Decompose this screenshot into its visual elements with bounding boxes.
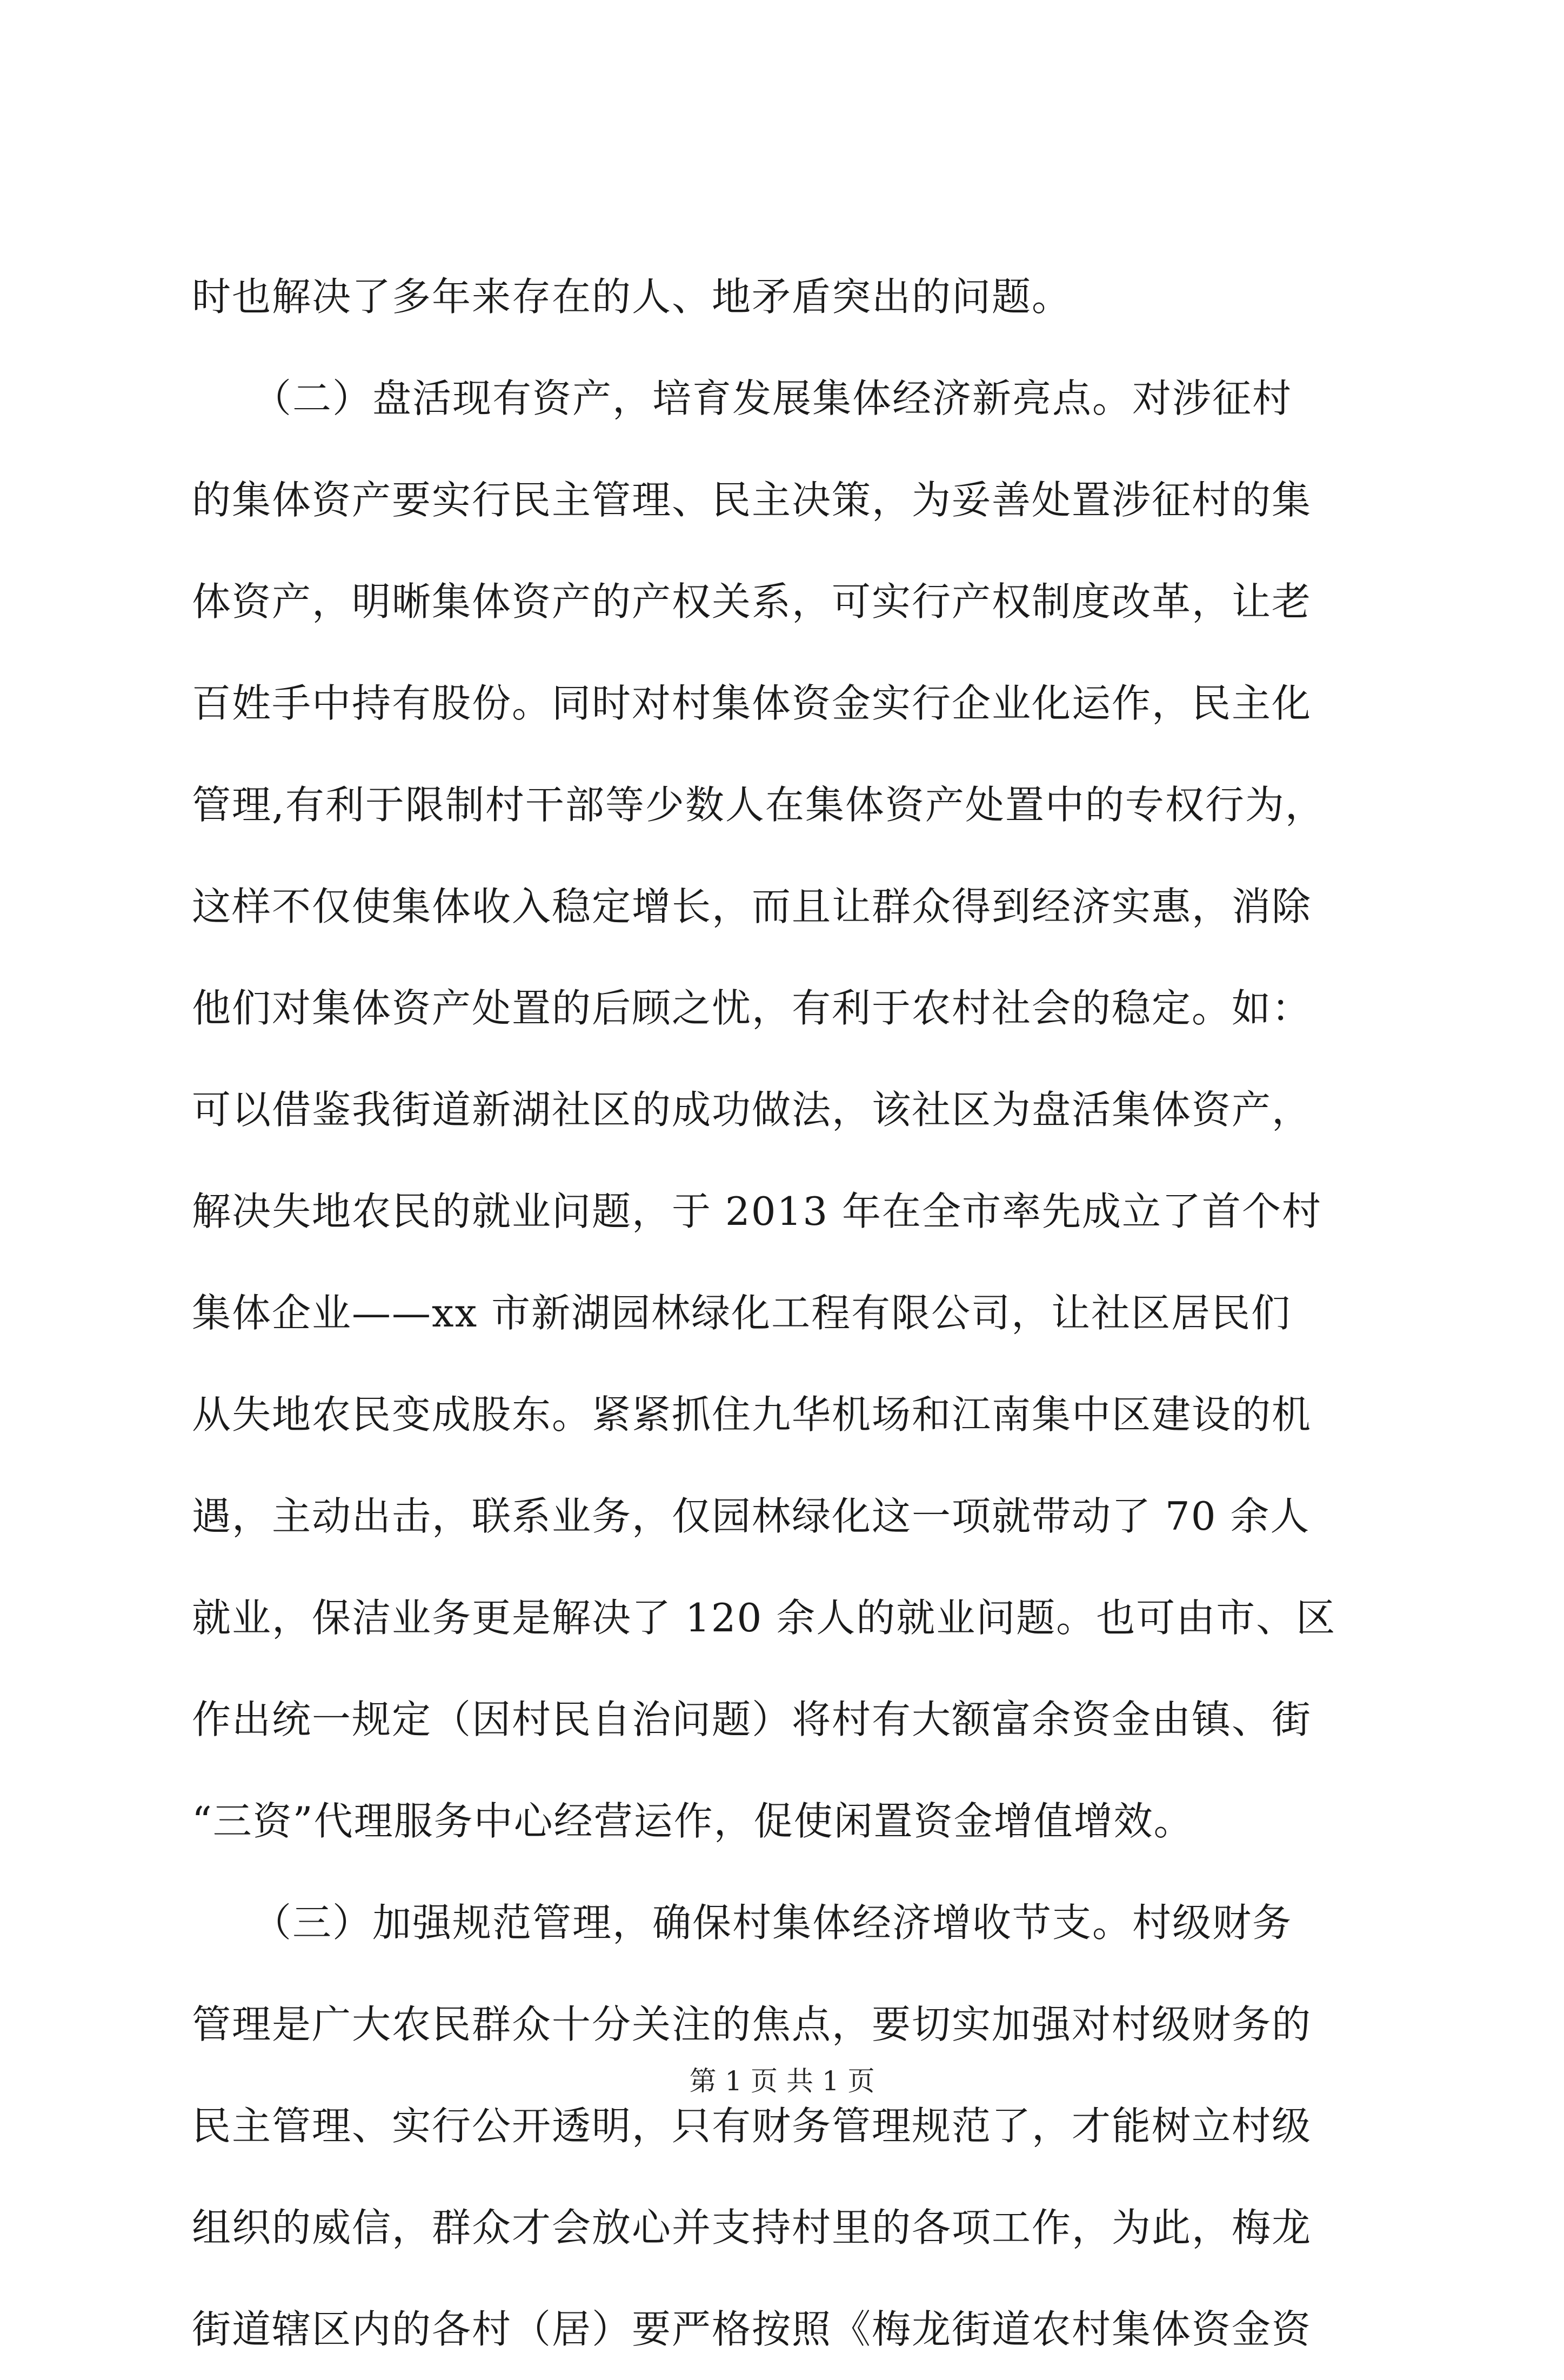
text-line: 集体企业——xx 市新湖园林绿化工程有限公司，让社区居民们 bbox=[192, 1290, 1292, 1336]
text-line: 体资产，明晰集体资产的产权关系，可实行产权制度改革，让老 bbox=[192, 579, 1312, 624]
body-text bbox=[192, 246, 1381, 2380]
text-line: 民主管理、实行公开透明，只有财务管理规范了，才能树立村级 bbox=[192, 2103, 1312, 2149]
text-line: “三资”代理服务中心经营运作，促使闲置资金增值增效。 bbox=[192, 1798, 1194, 1844]
text-line: 百姓手中持有股份。同时对村集体资金实行企业化运作，民主化 bbox=[192, 681, 1312, 726]
page-footer bbox=[0, 2062, 1564, 2100]
text-line: 作出统一规定（因村民自治问题）将村有大额富余资金由镇、街 bbox=[192, 1697, 1312, 1742]
text-line: 组织的威信，群众才会放心并支持村里的各项工作，为此，梅龙 bbox=[192, 2205, 1312, 2250]
text-line: 的集体资产要实行民主管理、民主决策，为妥善处置涉征村的集 bbox=[192, 477, 1312, 523]
text-line: 就业，保洁业务更是解决了 120 余人的就业问题。也可由市、区 bbox=[192, 1595, 1336, 1641]
text-line: 管理,有利于限制村干部等少数人在集体资产处置中的专权行为， bbox=[192, 782, 1325, 828]
text-line: 从失地农民变成股东。紧紧抓住九华机场和江南集中区建设的机 bbox=[192, 1392, 1312, 1437]
text-line: 这样不仅使集体收入稳定增长，而且让群众得到经济实惠，消除 bbox=[192, 884, 1312, 929]
text-line: （二）盘活现有资产，培育发展集体经济新亮点。对涉征村 bbox=[192, 376, 1293, 421]
text-line: 解决失地农民的就业问题，于 2013 年在全市率先成立了首个村 bbox=[192, 1189, 1322, 1234]
text-line: 他们对集体资产处置的后顾之忧，有利于农村社会的稳定。如： bbox=[192, 985, 1312, 1031]
text-line: 时也解决了多年来存在的人、地矛盾突出的问题。 bbox=[192, 274, 1072, 319]
text-line: （三）加强规范管理，确保村集体经济增收节支。村级财务 bbox=[192, 1900, 1293, 1945]
page-number: 第 1 页 共 1 页 bbox=[689, 2065, 875, 2097]
text-line: 遇，主动出击，联系业务，仅园林绿化这一项就带动了 70 余人 bbox=[192, 1494, 1311, 1539]
text-line: 街道辖区内的各村（居）要严格按照《梅龙街道农村集体资金资 bbox=[192, 2306, 1312, 2352]
text-line: 可以借鉴我街道新湖社区的成功做法，该社区为盘活集体资产， bbox=[192, 1087, 1312, 1132]
text-line: 管理是广大农民群众十分关注的焦点，要切实加强对村级财务的 bbox=[192, 2002, 1312, 2047]
